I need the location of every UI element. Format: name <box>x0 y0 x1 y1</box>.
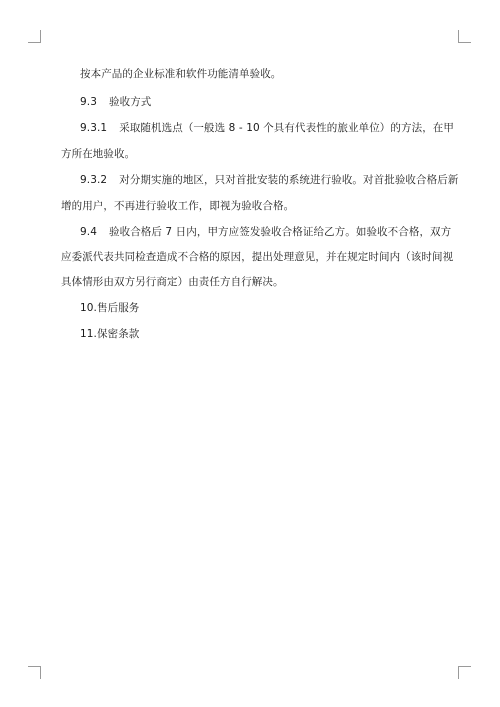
paragraph-text: 对分期实施的地区，只对首批安装的系统进行验收。对首批验收合格后新 <box>119 174 459 186</box>
paragraph-text: 采取随机选点（一般选 8 - 10 个具有代表性的旅业单位）的方法，在甲 <box>119 122 454 134</box>
section-title: 验收方式 <box>109 96 152 108</box>
heading-9-3 <box>80 95 151 109</box>
crop-mark-bottom-left <box>28 666 41 679</box>
heading-11-confidentiality: 11.保密条款 <box>80 328 140 340</box>
section-number: 9.3.1 <box>80 122 108 134</box>
paragraph-9-4-line-3: 具体情形由双方另行商定）由责任方自行解决。 <box>61 276 284 288</box>
crop-mark-top-left <box>28 30 41 43</box>
section-number: 9.4 <box>80 226 97 238</box>
crop-mark-bottom-right <box>458 666 471 679</box>
paragraph-9-3-2-line-2: 增的用户，不再进行验收工作，即视为验收合格。 <box>61 200 295 212</box>
heading-10-after-sales: 10.售后服务 <box>80 302 140 314</box>
crop-mark-top-right <box>458 30 471 43</box>
section-number: 9.3 <box>80 96 97 108</box>
paragraph-9-3-1-line-2: 方所在地验收。 <box>61 148 136 160</box>
section-number: 9.3.2 <box>80 174 108 186</box>
paragraph-9-4-line-1 <box>80 225 451 239</box>
paragraph-acceptance-standard: 按本产品的企业标准和软件功能清单验收。 <box>80 68 282 80</box>
paragraph-9-3-2-line-1 <box>80 173 458 187</box>
paragraph-9-4-line-2: 应委派代表共同检查造成不合格的原因，提出处理意见，并在规定时间内（该时间视 <box>61 251 454 263</box>
paragraph-text: 验收合格后 7 日内，甲方应签发验收合格证给乙方。如验收不合格，双方 <box>109 226 452 238</box>
paragraph-9-3-1-line-1 <box>80 121 454 135</box>
